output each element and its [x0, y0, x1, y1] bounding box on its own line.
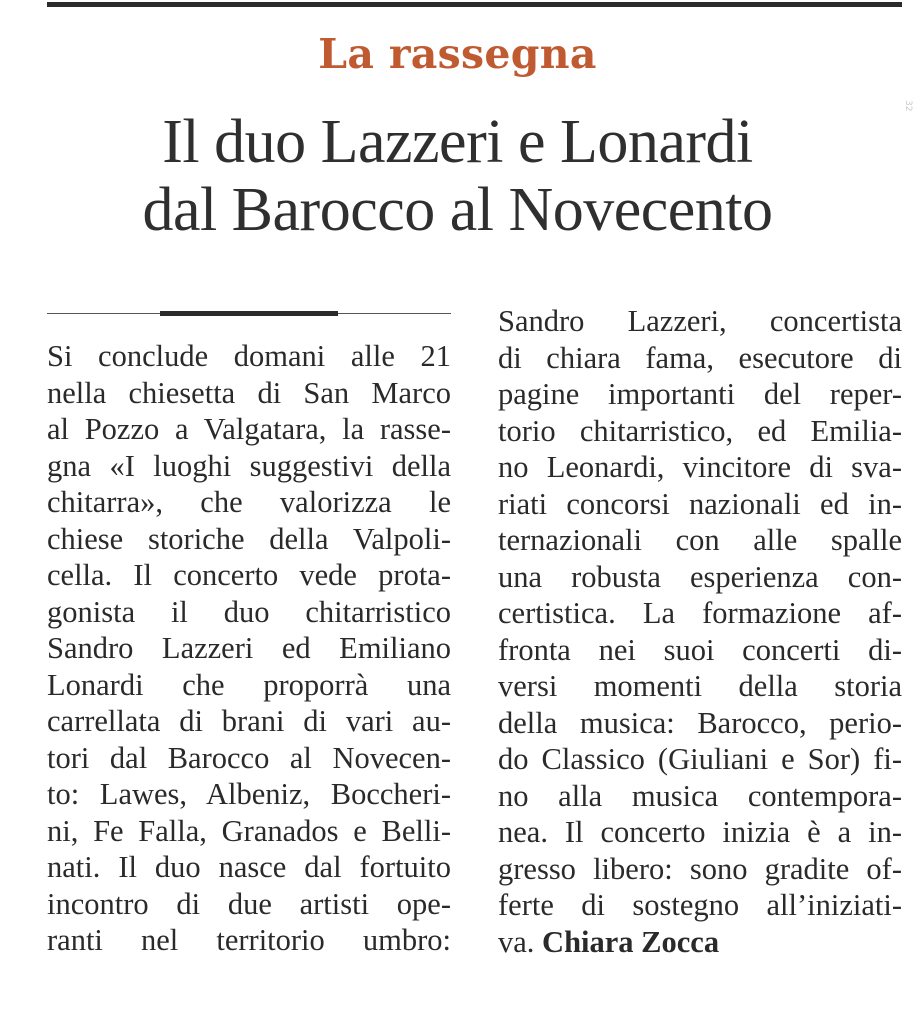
article-line: nati. Il duo nasce dal fortuito — [47, 850, 451, 884]
article-line: gonista il duo chitarristico — [47, 594, 451, 629]
article-line: chitarra», che valorizza le — [47, 485, 451, 519]
article-line: una robusta esperienza con- — [498, 559, 902, 594]
headline — [0, 108, 915, 244]
article-line: torio chitarristico, ed Emilia- — [498, 413, 902, 448]
article-line: incontro di due artisti ope- — [47, 886, 451, 921]
article-line: Lonardi che proporrà una — [47, 667, 451, 702]
kicker: La rassegna — [318, 30, 597, 78]
article-line: versi momenti della storia — [498, 669, 902, 703]
article-line: ni, Fe Falla, Granados e Belli- — [47, 813, 451, 848]
page-number-mark: 32 — [903, 100, 913, 112]
article-line: to: Lawes, Albeniz, Boccheri- — [47, 777, 451, 811]
article-line: di chiara fama, esecutore di — [498, 340, 902, 375]
article-line: cella. Il concerto vede prota- — [47, 558, 451, 592]
article-line: no alla musica contempora- — [498, 778, 902, 813]
article-line: chiese storiche della Valpoli- — [47, 521, 451, 556]
article-line: tori dal Barocco al Novecen- — [47, 740, 451, 775]
headline-line-2: dal Barocco al Novecento — [142, 176, 773, 244]
article-line: ranti nel territorio umbro: — [47, 923, 451, 957]
article-line: riati concorsi nazionali ed in- — [498, 486, 902, 521]
article-line: della musica: Barocco, perio- — [498, 705, 902, 740]
article-line: fronta nei suoi concerti di- — [498, 632, 902, 667]
top-rule — [47, 2, 902, 7]
article-line: nea. Il concerto inizia è a in- — [498, 815, 902, 849]
article-final-line — [498, 924, 902, 961]
article-line: gna «I luoghi suggestivi della — [47, 448, 451, 483]
article-final-text: va. — [498, 924, 535, 959]
article-line: certistica. La formazione af- — [498, 596, 902, 630]
headline-line-1: Il duo Lazzeri e Lonardi — [162, 108, 753, 176]
article-line: do Classico (Giuliani e Sor) fi- — [498, 742, 902, 776]
article-line: pagine importanti del reper- — [498, 377, 902, 411]
article-line: no Leonardi, vincitore di sva- — [498, 450, 902, 484]
article-line: ferte di sostegno all’iniziati- — [498, 888, 902, 922]
article-line: Si conclude domani alle 21 — [47, 339, 451, 373]
article-line: carrellata di brani di vari au- — [47, 704, 451, 738]
article-line: gresso libero: sono gradite of- — [498, 851, 902, 886]
article-line: al Pozzo a Valgatara, la rasse- — [47, 412, 451, 446]
article-line: ternazionali con alle spalle — [498, 523, 902, 557]
article-column-left — [47, 338, 451, 959]
article-column-right — [498, 303, 902, 960]
article-line: nella chiesetta di San Marco — [47, 375, 451, 410]
author-byline: Chiara Zocca — [542, 924, 720, 959]
article-line: Sandro Lazzeri, concertista — [498, 304, 902, 338]
column-rule-accent — [160, 311, 338, 316]
article-line: Sandro Lazzeri ed Emiliano — [47, 631, 451, 665]
